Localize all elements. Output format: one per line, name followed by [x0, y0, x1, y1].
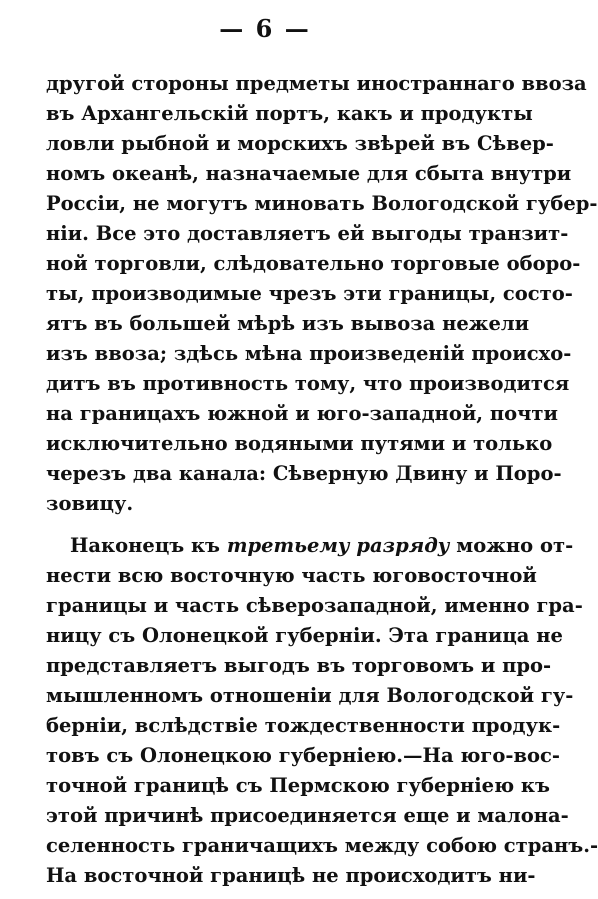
- text-line: ятъ въ большей мѣрѣ изъ вывоза нежели: [46, 312, 530, 335]
- text-line: зовицу.: [46, 492, 134, 515]
- text-line: мышленномъ отношеніи для Вологодской гу-: [46, 684, 574, 707]
- text-line: селенность граничащихъ между собою странъ.-: [46, 834, 598, 857]
- text-line: ницу съ Олонецкой губерніи. Эта граница не: [46, 624, 563, 647]
- text-run: Наконецъ къ: [70, 534, 227, 557]
- text-line: представляетъ выгодъ въ торговомъ и про-: [46, 654, 552, 677]
- text-line: ной торговли, слѣдовательно торговые оборо-: [46, 252, 581, 275]
- text-line: номъ океанѣ, назначаемые для сбыта внутри: [46, 162, 572, 185]
- text-line: товъ съ Олонецкою губерніею.—На юго-вос-: [46, 744, 560, 767]
- text-line: этой причинѣ присоединяется еще и малона-: [46, 804, 569, 827]
- text-line: нести всю восточную часть юговосточной: [46, 564, 537, 587]
- text-line: ловли рыбной и морскихъ звѣрей въ Сѣвер-: [46, 132, 554, 155]
- text-line: ты, производимые чрезъ эти границы, состо-: [46, 282, 573, 305]
- emphasized-text: третьему разряду: [226, 534, 450, 557]
- text-line: другой стороны предметы иностраннаго ввоза: [46, 72, 587, 95]
- text-line: точной границѣ съ Пермскою губерніею къ: [46, 774, 550, 797]
- text-line: исключительно водяными путями и только: [46, 432, 553, 455]
- page-number: — 6 —: [219, 14, 311, 43]
- text-line: черезъ два канала: Сѣверную Двину и Поро-: [46, 462, 562, 485]
- text-line: изъ ввоза; здѣсь мѣна произведеній происхо-: [46, 342, 572, 365]
- text-line: въ Архангельскій портъ, какъ и продукты: [46, 102, 533, 125]
- text-line: На восточной границѣ не происходитъ ни-: [46, 864, 536, 887]
- text-line: ніи. Все это доставляетъ ей выгоды транзит-: [46, 222, 569, 245]
- text-line: на границахъ южной и юго-западной, почти: [46, 402, 558, 425]
- text-line: дитъ въ противность тому, что производится: [46, 372, 570, 395]
- text-line: берніи, вслѣдствіе тождественности продук-: [46, 714, 561, 737]
- text-line: границы и часть сѣверозападной, именно гра-: [46, 594, 583, 617]
- text-line: Россіи, не могутъ миновать Вологодской губер-: [46, 192, 598, 215]
- text-run: можно от-: [449, 534, 574, 557]
